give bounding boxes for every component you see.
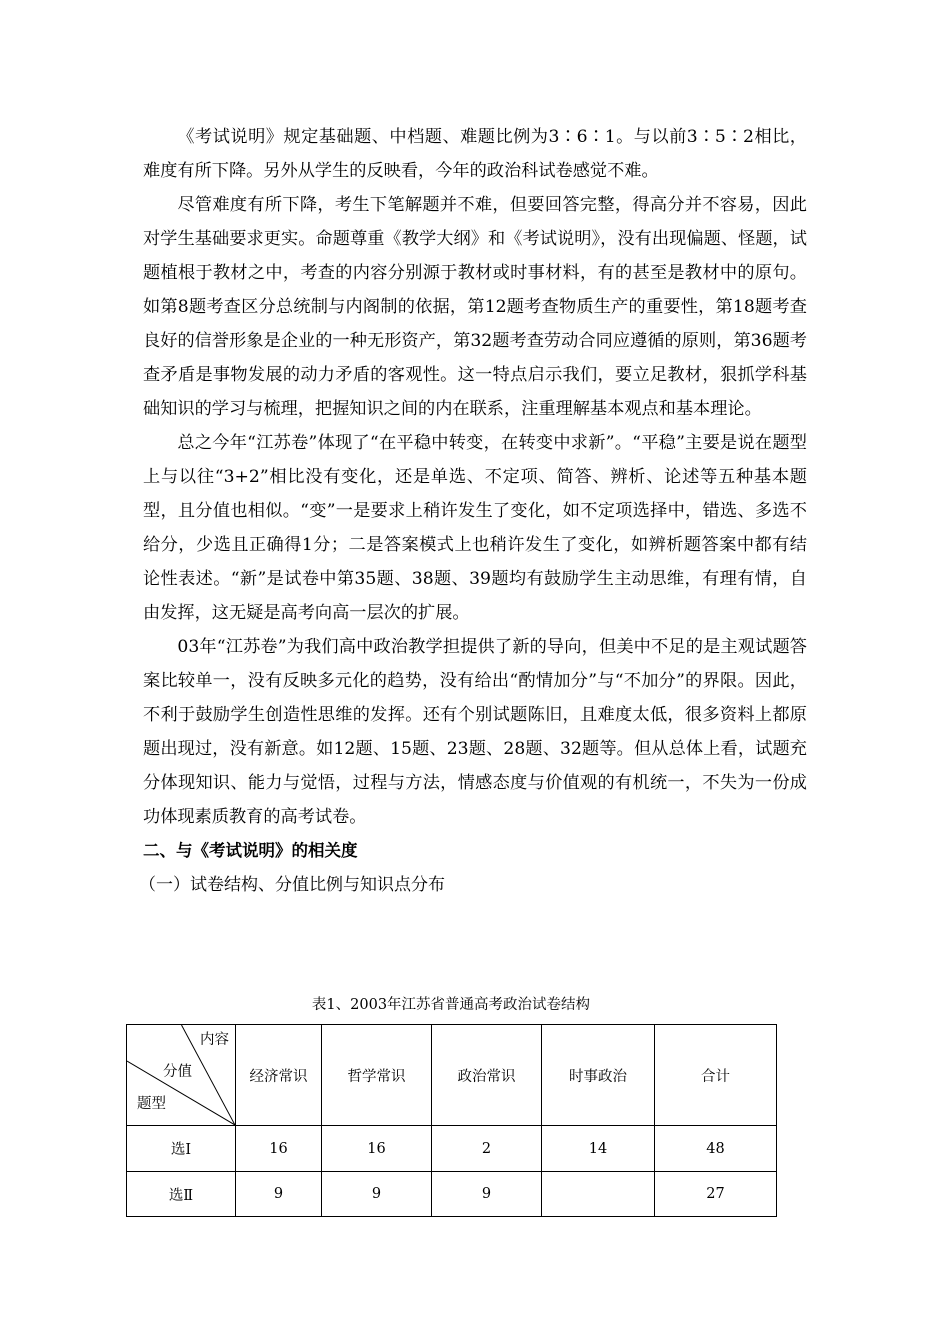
column-header: 合计	[655, 1025, 777, 1126]
column-header: 时事政治	[542, 1025, 655, 1126]
paragraph: 尽管难度有所下降，考生下笔解题并不难，但要回答完整，得高分并不容易，因此对学生基础要求更实。命题尊重《教学大纲》和《考试说明》，没有出现偏题、怪题，试题植根于教材之中，考查的内容分别源于教材或时事材料，有的甚至是教材中的原句。如第8题考查区分总统制与内阁制的依据，第12题考查物质生产的重要性，第18题考查良好的信誉形象是企业的一种无形资产，第32题考查劳动合同应遵循的原则，第36题考查矛盾是事物发展的动力矛盾的客观性。这一特点启示我们，要立足教材，狠抓学科基础知识的学习与梳理，把握知识之间的内在联系，注重理解基本观点和基本理论。	[143, 195, 807, 419]
corner-label-content: 内容	[200, 1032, 229, 1048]
paragraph: 总之今年“江苏卷”体现了“在平稳中转变，在转变中求新”。“平稳”主要是说在题型上与以往“3+2”相比没有变化，还是单选、不定项、简答、辨析、论述等五种基本题型，且分值也相似。“变”一是要求上稍许发生了变化，如不定项选择中，错选、多选不给分，少选且正确得1分；二是答案模式上也稍许发生了变化，如辨析题答案中都有结论性表述。“新”是试卷中第35题、38题、39题均有鼓励学生主动思维，有理有情，自由发挥，这无疑是高考向高一层次的扩展。	[143, 433, 807, 623]
table-cell: 9	[432, 1172, 542, 1217]
column-header: 哲学常识	[322, 1025, 432, 1126]
row-label: 选Ⅰ	[127, 1126, 236, 1172]
table-caption: 表1、2003年江苏省普通高考政治试卷结构	[311, 997, 591, 1013]
table-row	[127, 1172, 777, 1217]
table-cell: 16	[322, 1126, 432, 1172]
table-cell: 48	[655, 1126, 777, 1172]
table-cell: 27	[655, 1172, 777, 1217]
table-cell: 9	[236, 1172, 322, 1217]
paragraph: 03年“江苏卷”为我们高中政治教学担提供了新的导向，但美中不足的是主观试题答案比较单一，没有反映多元化的趋势，没有给出“酌情加分”与“不加分”的界限。因此，不利于鼓励学生创造性思维的发挥。还有个别试题陈旧，且难度太低，很多资料上都原题出现过，没有新意。如12题、15题、23题、28题、32题等。但从总体上看，试题充分体现知识、能力与觉悟，过程与方法，情感态度与价值观的有机统一，不失为一份成功体现素质教育的高考试卷。	[143, 637, 807, 827]
table-header-row	[127, 1025, 777, 1126]
paragraph: 《考试说明》规定基础题、中档题、难题比例为3∶6∶1。与以前3∶5∶2相比，难度有所下降。另外从学生的反映看，今年的政治科试卷感觉不难。	[143, 127, 807, 181]
section-heading: 二、与《考试说明》的相关度	[143, 841, 358, 860]
column-header: 经济常识	[236, 1025, 322, 1126]
exam-structure-table	[126, 1024, 777, 1217]
table-cell: 9	[322, 1172, 432, 1217]
table-cell: 2	[432, 1126, 542, 1172]
table-corner-cell	[127, 1025, 236, 1126]
table-row	[127, 1126, 777, 1172]
table-cell	[542, 1172, 655, 1217]
corner-label-type: 题型	[137, 1096, 166, 1112]
column-header: 政治常识	[432, 1025, 542, 1126]
table-cell: 16	[236, 1126, 322, 1172]
subsection-heading: （一）试卷结构、分值比例与知识点分布	[139, 875, 445, 895]
corner-label-score: 分值	[163, 1064, 192, 1080]
row-label: 选Ⅱ	[127, 1172, 236, 1217]
table-cell: 14	[542, 1126, 655, 1172]
body-text	[139, 120, 807, 902]
